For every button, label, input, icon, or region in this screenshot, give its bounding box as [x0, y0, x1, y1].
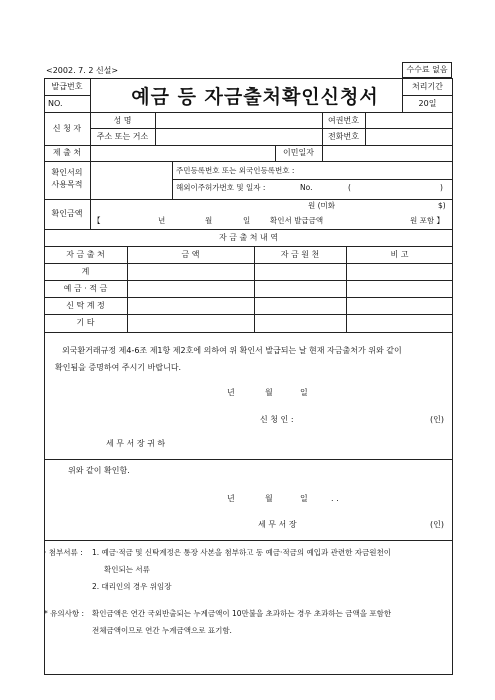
column-header-source: 자 금 출 처 — [66, 250, 105, 259]
statement-line-1: 외국환거래규정 제4-6조 제1항 제2호에 의하여 위 확인서 발급되는 날 현재 자금출처가 위와 같이 — [62, 346, 402, 355]
statement-year: 년 — [227, 388, 235, 397]
amount-month: 월 — [205, 216, 213, 225]
overseas-permit-label: 해외이주허가번호 및 일자 : — [176, 183, 266, 192]
amount-year: 년 — [158, 216, 166, 225]
details-section-header: 자 금 출 처 내 역 — [218, 233, 279, 242]
row-total: 계 — [81, 267, 90, 276]
addressee: 세 무 서 장 귀 하 — [106, 439, 166, 448]
revision-note: <2002. 7. 2 신설> — [46, 66, 119, 75]
caution-label: * 유의사항 : — [44, 609, 85, 618]
row-other: 기 타 — [76, 318, 95, 327]
won-usd-label: 원 (미화 — [308, 201, 336, 210]
applicant-label: 신 청 자 — [52, 124, 82, 133]
statement-day: 일 — [300, 388, 308, 397]
applicant-sign-label: 신 청 인 : — [260, 415, 294, 424]
tax-office-label: 세 무 서 장 — [258, 520, 297, 529]
paren-close: ) — [440, 183, 443, 192]
usd-close: $) — [438, 201, 446, 210]
won-incl-label: 원 포함 】 — [410, 216, 445, 225]
row-deposit: 예 금 · 적 금 — [63, 284, 108, 293]
resident-no-label: 주민등록번호 또는 외국인등록번호 : — [176, 166, 295, 175]
column-header-amount: 금 액 — [181, 250, 200, 259]
amount-day: 일 — [243, 216, 251, 225]
paren-open: ( — [348, 183, 351, 192]
no-label: NO. — [48, 99, 63, 108]
overseas-no-label: No. — [300, 183, 313, 192]
column-header-origin: 자 금 원 천 — [280, 250, 320, 259]
column-header-remarks: 비 고 — [390, 250, 409, 259]
purpose-label-1: 확인서의 — [51, 168, 83, 177]
bracket-open: 【 — [93, 216, 101, 225]
attachments-label: · 첨부서류 : — [44, 548, 83, 557]
form-title: 예금 등 자금출처확인신청서 — [131, 86, 379, 108]
caution-line-1: 확인금액은 연간 국외반출되는 누계금액이 10만불을 초과하는 경우 초과하는 금액을 포함한 — [92, 609, 392, 618]
attachment-1-line-2: 확인되는 서류 — [104, 565, 150, 574]
emigration-date-label: 이민일자 — [283, 148, 314, 157]
address-label: 주소 또는 거소 — [96, 132, 149, 141]
phone-label: 전화번호 — [328, 132, 359, 141]
confirmation-text: 위와 같이 확인함. — [68, 466, 130, 475]
row-trust: 신 탁 계 정 — [66, 301, 105, 310]
processing-label: 처리기간 — [412, 82, 443, 91]
confirmation-dots: . . — [331, 494, 339, 503]
processing-value: 20일 — [418, 99, 437, 108]
issue-no-label: 발급번호 — [51, 82, 83, 91]
confirmation-month: 월 — [265, 494, 273, 503]
purpose-label-2: 사용목적 — [51, 180, 83, 189]
caution-line-2: 전체금액이므로 연간 누계금액으로 표기함. — [92, 626, 232, 635]
applicant-seal: (인) — [430, 415, 444, 424]
issue-amount-label: 확인서 발급금액 — [270, 216, 324, 225]
attachment-1-line-1: 1. 예금·적금 및 신탁계정은 통장 사본을 첨부하고 동 예금·적금의 예입과 관련한 자금원천이 — [92, 548, 391, 557]
confirmation-year: 년 — [227, 494, 235, 503]
departure-label: 제 출 처 — [52, 148, 82, 157]
fee-label: 수수료 없음 — [406, 65, 448, 74]
statement-line-2: 확인됨을 증명하여 주시기 바랍니다. — [55, 363, 182, 372]
statement-month: 월 — [265, 388, 273, 397]
passport-label: 여권번호 — [328, 116, 359, 125]
confirmation-day: 일 — [300, 494, 308, 503]
name-label: 성 명 — [113, 116, 132, 125]
tax-office-seal: (인) — [430, 520, 444, 529]
attachment-2: 2. 대리인의 경우 위임장 — [92, 582, 172, 591]
amount-label: 확인금액 — [51, 209, 83, 218]
